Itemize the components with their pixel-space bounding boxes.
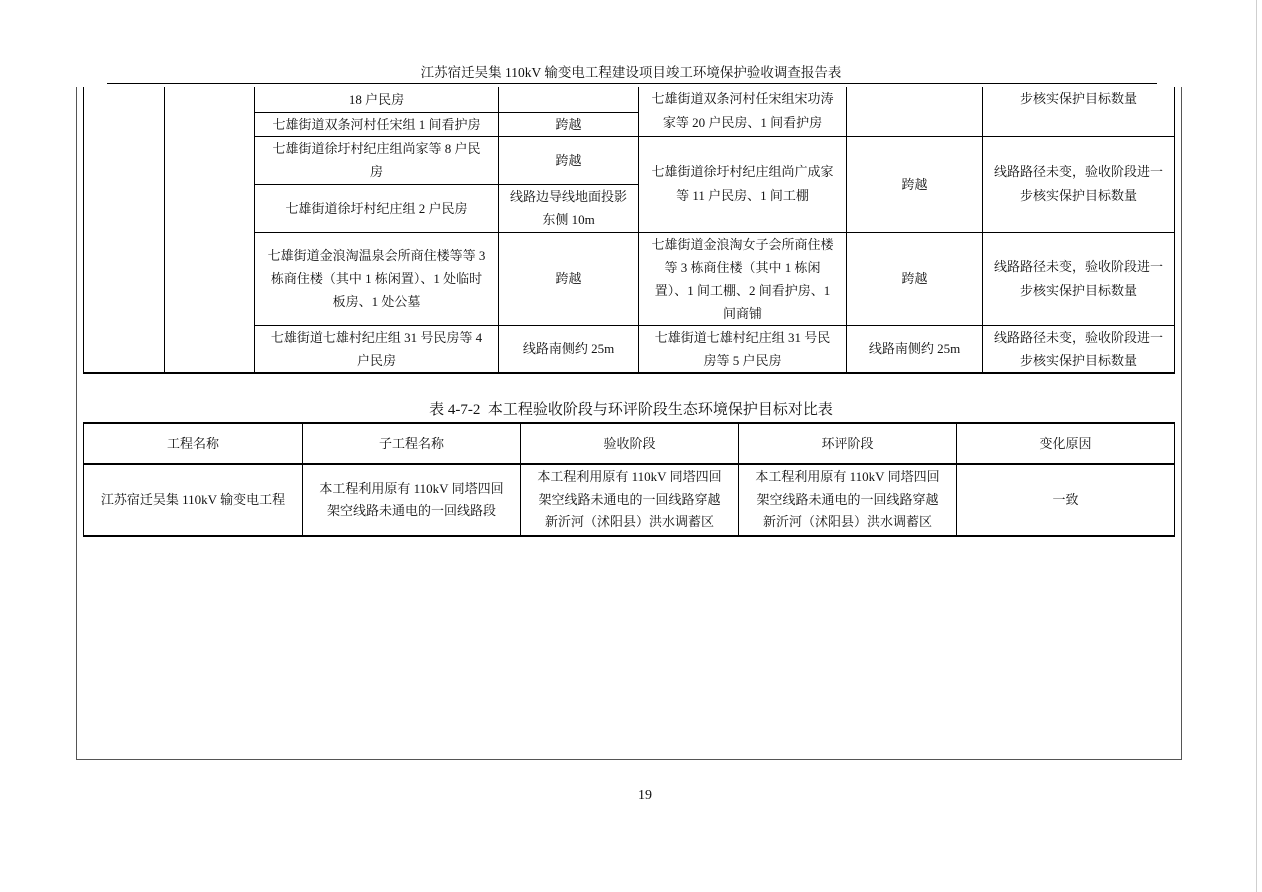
column-header: 变化原因 (957, 423, 1175, 464)
column-header: 环评阶段 (739, 423, 957, 464)
acceptance-position-cell (499, 87, 639, 112)
ecological-target-comparison-table (83, 422, 1175, 537)
acceptance-position-cell: 跨越 (499, 136, 639, 184)
change-reason-cell: 一致 (957, 464, 1175, 536)
table-row (84, 464, 1175, 536)
eia-position-cell (847, 87, 983, 136)
column-header: 验收阶段 (521, 423, 739, 464)
project-name-cell: 江苏宿迁吴集 110kV 输变电工程 (84, 464, 303, 536)
acceptance-target-cell: 七雄街道七雄村纪庄组 31 号民房等 4 户民房 (255, 325, 499, 373)
eia-target-cell: 七雄街道徐圩村纪庄组尚广成家 等 11 户民房、1 间工棚 (639, 136, 847, 232)
acceptance-target-cell: 七雄街道徐圩村纪庄组 2 户民房 (255, 184, 499, 232)
table-row (84, 87, 1175, 112)
eia-stage-cell: 本工程利用原有 110kV 同塔四回 架空线路未通电的一回线路穿越 新沂河（沭阳县）洪水调蓄区 (739, 464, 957, 536)
eia-target-cell: 七雄街道双条河村任宋组宋功涛 家等 20 户民房、1 间看护房 (639, 87, 847, 136)
change-reason-cell: 线路路径未变，验收阶段进一 步核实保护目标数量 (983, 325, 1175, 373)
eia-position-cell: 跨越 (847, 136, 983, 232)
acceptance-target-cell: 18 户民房 (255, 87, 499, 112)
change-reason-cell: 步核实保护目标数量 (983, 87, 1175, 136)
acceptance-target-cell: 七雄街道双条河村任宋组 1 间看护房 (255, 112, 499, 136)
acceptance-position-cell: 线路边导线地面投影 东侧 10m (499, 184, 639, 232)
subproject-name-cell: 本工程利用原有 110kV 同塔四回 架空线路未通电的一回线路段 (303, 464, 521, 536)
acceptance-position-cell: 线路南侧约 25m (499, 325, 639, 373)
project-name-cell (84, 87, 165, 373)
column-header: 工程名称 (84, 423, 303, 464)
change-reason-cell: 线路路径未变，验收阶段进一 步核实保护目标数量 (983, 232, 1175, 325)
eia-target-cell: 七雄街道金浪淘女子会所商住楼 等 3 栋商住楼（其中 1 栋闲 置）、1 间工棚、2 间看护房、1 间商铺 (639, 232, 847, 325)
page-edge-line (1256, 0, 1257, 892)
eia-target-cell: 七雄街道七雄村纪庄组 31 号民 房等 5 户民房 (639, 325, 847, 373)
protection-target-table-continued (83, 87, 1175, 374)
acceptance-position-cell: 跨越 (499, 112, 639, 136)
report-header-title: 江苏宿迁吴集 110kV 输变电工程建设项目竣工环境保护验收调查报告表 (420, 65, 842, 80)
acceptance-target-cell: 七雄街道金浪淘温泉会所商住楼等等 3 栋商住楼（其中 1 栋闲置）、1 处临时 板房、1 处公墓 (255, 232, 499, 325)
subproject-name-cell (165, 87, 255, 373)
page-number: 19 (638, 788, 652, 803)
change-reason-cell: 线路路径未变，验收阶段进一 步核实保护目标数量 (983, 136, 1175, 232)
eia-position-cell: 线路南侧约 25m (847, 325, 983, 373)
eia-position-cell: 跨越 (847, 232, 983, 325)
acceptance-target-cell: 七雄街道徐圩村纪庄组尚家等 8 户民 房 (255, 136, 499, 184)
column-header: 子工程名称 (303, 423, 521, 464)
table-caption: 表 4-7-2 本工程验收阶段与环评阶段生态环境保护目标对比表 (429, 402, 833, 418)
header-rule (107, 83, 1157, 84)
acceptance-position-cell: 跨越 (499, 232, 639, 325)
acceptance-stage-cell: 本工程利用原有 110kV 同塔四回 架空线路未通电的一回线路穿越 新沂河（沭阳县）洪水调蓄区 (521, 464, 739, 536)
table-header-row (84, 423, 1175, 464)
